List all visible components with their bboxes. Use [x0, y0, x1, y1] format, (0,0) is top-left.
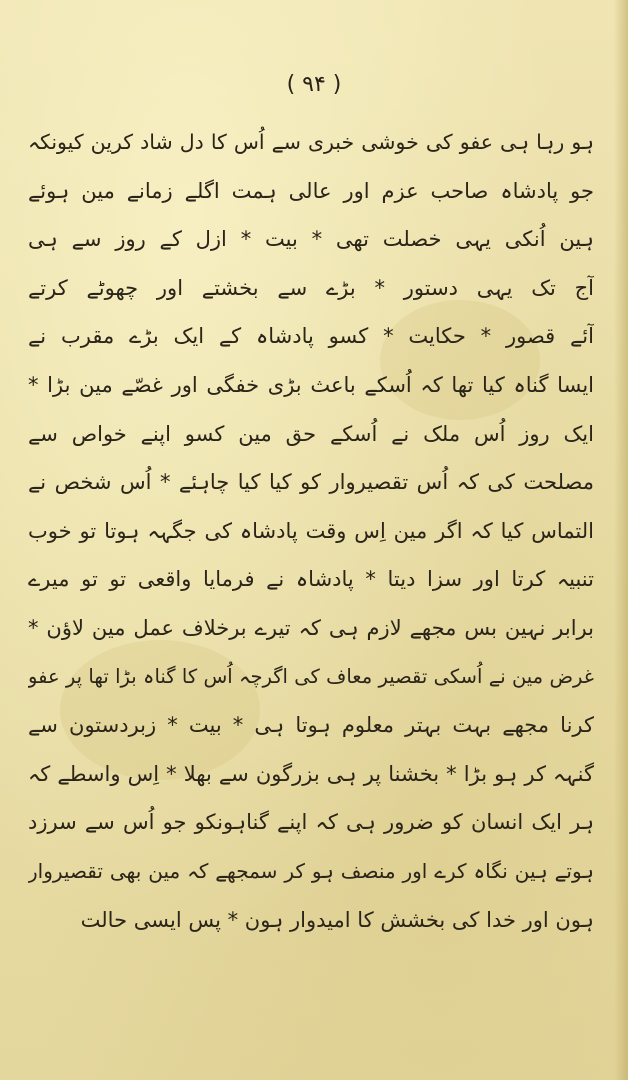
text-line: گنہہ کر ہو بڑا * بخشنا پر ہی بزرگون سے بھلا * اِس واسطے کہ: [28, 761, 594, 786]
text-line: ہین اُنکی یہی خصلت تھی * بیت * ازل کے روز سے ہی: [28, 227, 594, 252]
text-line: کرنا مجھے بہت بہتر معلوم ہوتا ہی * بیت * زبردستون سے: [28, 713, 594, 738]
text-line: آج تک یہی دستور * بڑے سے بخشتے اور چھوٹے کرتے: [28, 275, 594, 300]
text-line: جو پادشاہ صاحب عزم اور عالی ہمت اگلے زمانے مین ہوئے: [28, 178, 594, 203]
text-line: مصلحت کی کہ اُس تقصیروار کو کیا کیا چاہئے * اُس شخص نے: [28, 470, 594, 495]
text-line: ہو رہا ہی عفو کی خوشی خبری سے اُس کا دل شاد کرین کیونکہ: [28, 130, 594, 154]
text-line: ہر ایک انسان کو ضرور ہی کہ اپنے گناہونکو جو اُس سے سرزد: [28, 810, 594, 835]
text-line: غرض مین نے اُسکی تقصیر معاف کی اگرچہ اُس کا گناہ بڑا تھا پر عفو: [28, 664, 594, 688]
text-line: تنبیہ کرتا اور سزا دیتا * پادشاہ نے فرمایا واقعی تو تو میرے: [28, 567, 594, 592]
page-number: ( ۹۴ ): [286, 72, 342, 97]
page-edge-shadow: [614, 0, 628, 1080]
text-line: برابر نہین بس مجھے لازم ہی کہ تیرے برخلاف عمل مین لاؤن *: [28, 615, 594, 640]
text-line: ایسا گناہ کیا تھا کہ اُسکے باعث بڑی خفگی اور غصّے مین بڑا *: [28, 372, 594, 397]
text-line: آئے قصور * حکایت * کسو پادشاہ کے ایک بڑے مقرب نے: [28, 324, 594, 349]
text-line: ہوتے ہین نگاہ کرے اور منصف ہو کر سمجھے کہ مین بھی تقصیروار: [28, 858, 594, 883]
manuscript-text: [28, 118, 594, 944]
text-line: التماس کیا کہ اگر مین اِس وقت پادشاہ کی جگہہ ہوتا تو خوب: [28, 518, 594, 543]
text-line: ایک روز اُس ملک نے اُسکے حق مین کسو اپنے خواص سے: [28, 421, 594, 446]
text-line: ہون اور خدا کی بخشش کا امیدوار ہون * پس ایسی حالت: [80, 907, 594, 932]
